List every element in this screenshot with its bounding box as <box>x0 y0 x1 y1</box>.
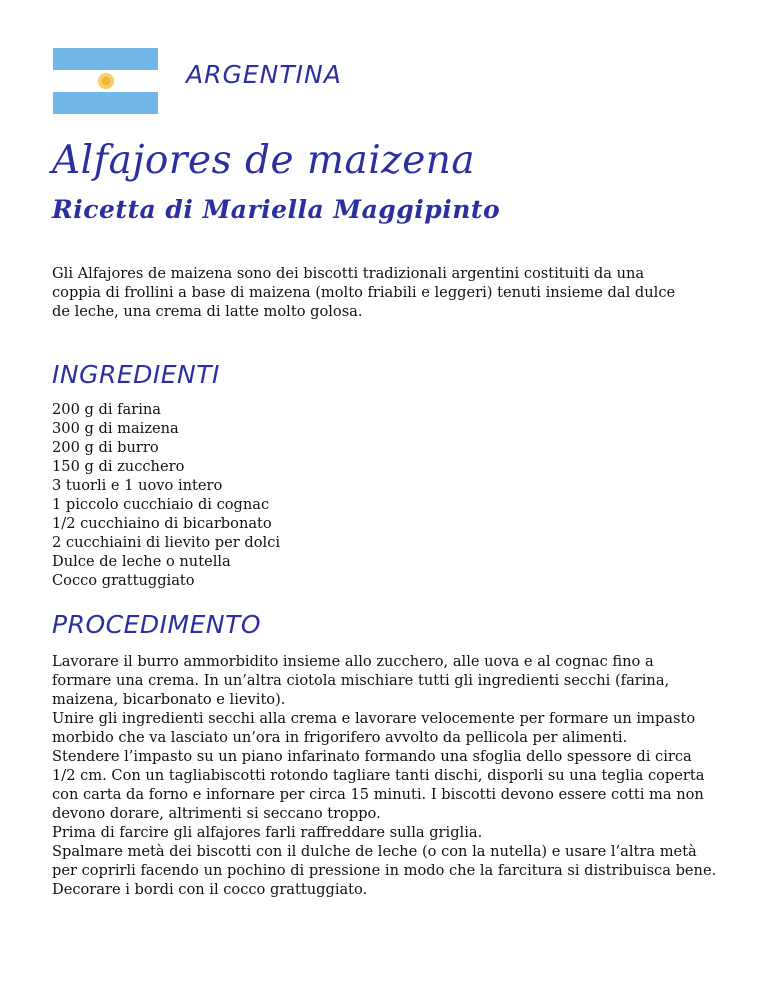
ingredient-item: 200 g di farina <box>52 401 161 418</box>
ingredients-list <box>52 400 280 590</box>
ingredient-item: 150 g di zucchero <box>52 458 185 475</box>
procedure-step: Prima di farcire gli alfajores farli raffreddare sulla griglia. <box>52 824 483 841</box>
country-heading: ARGENTINA <box>186 60 342 89</box>
argentina-flag-icon <box>53 48 158 114</box>
sun-icon <box>97 72 115 90</box>
intro-paragraph: Gli Alfajores de maizena sono dei biscotti tradizionali argentini costituiti da una coppia di frollini a base di maizena (molto friabili e leggeri) tenuti insieme dal dulce de leche, una crema di latte molto golosa. <box>52 265 676 320</box>
procedure-step: Stendere l’impasto su un piano infarinato formando una sfoglia dello spessore di circa 1/2 cm. Con un tagliabiscotti rotondo tagliare tanti dischi, disporli su una teglia coperta con carta da forno e infornare per circa 15 minuti. I biscotti devono essere cotti ma non devono dorare, altrimenti si seccano troppo. <box>52 748 705 822</box>
recipe-title: Alfajores de maizena <box>52 138 476 183</box>
procedure-steps <box>52 652 717 899</box>
ingredient-item: 1/2 cucchiaino di bicarbonato <box>52 515 272 532</box>
procedure-step: Unire gli ingredienti secchi alla crema e lavorare velocemente per formare un impasto morbido che va lasciato un’ora in frigorifero avvolto da pellicola per alimenti. <box>52 710 696 746</box>
ingredients-heading: INGREDIENTI <box>52 360 220 389</box>
ingredient-item: 3 tuorli e 1 uovo intero <box>52 477 223 494</box>
procedure-step: Decorare i bordi con il cocco grattuggiato. <box>52 881 368 898</box>
ingredient-item: Dulce de leche o nutella <box>52 553 231 570</box>
procedure-step: Lavorare il burro ammorbidito insieme allo zucchero, alle uova e al cognac fino a formare una crema. In un’altra ciotola mischiare tutti gli ingredienti secchi (farina, maizena, bicarbonato e lievito). <box>52 653 670 708</box>
ingredient-item: 1 piccolo cucchiaio di cognac <box>52 496 270 513</box>
ingredient-item: 200 g di burro <box>52 439 159 456</box>
ingredient-item: Cocco grattuggiato <box>52 572 195 589</box>
ingredient-item: 2 cucchiaini di lievito per dolci <box>52 534 281 551</box>
recipe-author: Ricetta di Mariella Maggipinto <box>52 195 501 224</box>
procedure-heading: PROCEDIMENTO <box>52 610 262 639</box>
ingredient-item: 300 g di maizena <box>52 420 179 437</box>
procedure-step: Spalmare metà dei biscotti con il dulche de leche (o con la nutella) e usare l’altra metà per coprirli facendo un pochino di pressione in modo che la farcitura si distribuisca bene. <box>52 843 717 879</box>
